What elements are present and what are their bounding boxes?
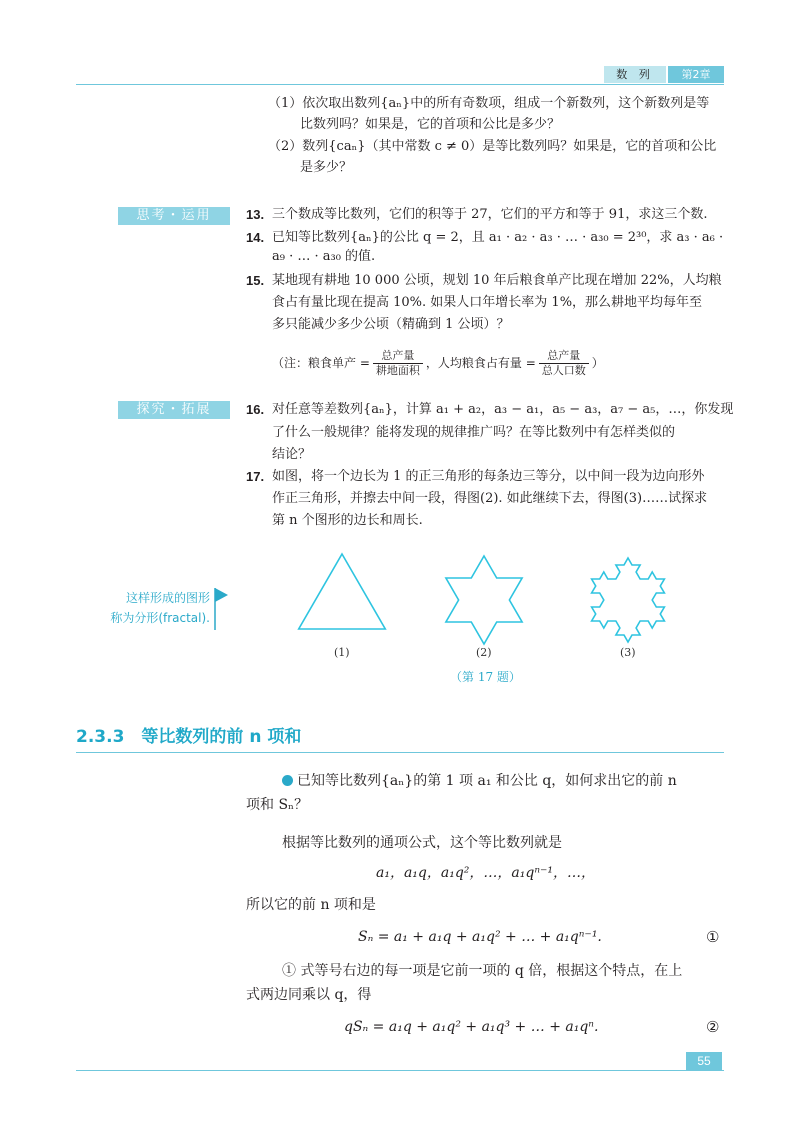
paragraph-sum-intro: 所以它的前 n 项和是 — [246, 897, 376, 913]
problem-15-text-cont1: 食占有量比现在提高 10%. 如果人口年增长率为 1%，那么耕地平均每年至 — [272, 295, 703, 310]
problem-13-text: 三个数成等比数列，它们的积等于 27，它们的平方和等于 91，求这三个数. — [272, 207, 708, 222]
equation-2-marker: ② — [706, 1018, 720, 1036]
fractal-side-note — [76, 588, 210, 628]
problem-15-text-cont2: 多只能减少多少公顷（精确到 1 公顷）？ — [272, 317, 510, 332]
problem-17-number: 17. — [246, 469, 265, 484]
problem-16-text: 对任意等差数列{aₙ}，计算 a₁ + a₂，a₃ − a₁，a₅ − a₃，a₇ − a₅，…，你发现 — [272, 402, 734, 417]
koch-snowflake-shape — [592, 558, 665, 642]
exercise-q2: （2）数列{caₙ}（其中常数 c ≠ 0）是等比数列吗？如果是，它的首项和公比 — [268, 139, 717, 154]
exercise-q1-cont: 比数列吗？如果是，它的首项和公比是多少？ — [300, 117, 561, 132]
star-of-david-shape — [446, 556, 522, 644]
section-tag: 第2章 — [668, 66, 724, 83]
footer-rule — [76, 1070, 724, 1071]
problem-16-text-cont2: 结论？ — [272, 447, 312, 462]
note-middle: ，人均粮食占有量 = — [425, 356, 536, 370]
guiding-question-text: 已知等比数列{aₙ}的第 1 项 a₁ 和公比 q，如何求出它的前 n — [297, 773, 677, 789]
problem-17-text-cont2: 第 n 个图形的边长和周长. — [272, 513, 423, 528]
problem-17-text-cont1: 作正三角形，并擦去中间一段，得图(2). 如此继续下去，得图(3)……试探求 — [272, 491, 708, 506]
problem-16-number: 16. — [246, 402, 265, 417]
problem-15-text: 某地现有耕地 10 000 公顷，规划 10 年后粮食单产比现在增加 22%，人均粮 — [272, 273, 722, 288]
note-prefix: （注：粮食单产 = — [272, 356, 370, 370]
problem-14-number: 14. — [246, 230, 265, 245]
paragraph-derivation-cont: 式两边同乘以 q，得 — [246, 987, 372, 1003]
bullet-icon — [282, 775, 293, 786]
exercise-q2-cont: 是多少？ — [300, 160, 353, 175]
fractal-side-note-line2: 称为分形(fractal). — [110, 611, 210, 625]
guiding-question-cont: 项和 Sₙ？ — [246, 797, 309, 813]
problem-16-text-cont1: 了什么一般规律？能将发现的规律推广吗？在等比数列中有怎样类似的 — [272, 425, 676, 440]
think-apply-banner: 思考・运用 — [118, 207, 230, 225]
flag-icon — [212, 586, 232, 632]
problem-15-number: 15. — [246, 273, 265, 288]
note-suffix: ） — [591, 356, 604, 370]
explore-extend-banner: 探究・拓展 — [118, 401, 230, 419]
fraction-yield-denominator: 耕地面积 — [375, 364, 420, 377]
section-title: 2.3.3 等比数列的前 n 项和 — [76, 727, 302, 747]
equation-2: qSₙ = a₁q + a₁q² + a₁q³ + … + a₁qⁿ. — [344, 1019, 599, 1035]
sequence-expression: a₁，a₁q，a₁q²，…，a₁qⁿ⁻¹，…， — [376, 865, 596, 881]
koch-figures — [292, 548, 762, 648]
fraction-per-capita-numerator: 总产量 — [539, 349, 589, 364]
chapter-label: 数 列 — [604, 66, 666, 83]
problem-14-text-cont: a₉ · … · a₃₀ 的值. — [272, 249, 376, 264]
equation-1: Sₙ = a₁ + a₁q + a₁q² + … + a₁qⁿ⁻¹. — [358, 929, 602, 945]
paragraph-formula-intro: 根据等比数列的通项公式，这个等比数列就是 — [282, 835, 562, 851]
running-header — [604, 66, 724, 83]
figure-label-2: (2) — [476, 646, 492, 659]
problem-14-text: 已知等比数列{aₙ}的公比 q = 2，且 a₁ · a₂ · a₃ · … · a₃₀ = 2³⁰，求 a₃ · a₆ · — [272, 230, 724, 245]
exercise-q1: （1）依次取出数列{aₙ}中的所有奇数项，组成一个新数列，这个新数列是等 — [268, 96, 710, 111]
fraction-per-capita-denominator: 总人口数 — [541, 364, 586, 377]
fraction-per-capita — [539, 349, 589, 378]
guiding-question — [282, 772, 677, 790]
section-rule — [76, 752, 724, 753]
equation-1-marker: ① — [706, 928, 720, 946]
page-number: 55 — [686, 1052, 722, 1070]
problem-17-text: 如图，将一个边长为 1 的正三角形的每条边三等分，以中间一段为边向形外 — [272, 469, 705, 484]
triangle-shape — [299, 554, 386, 629]
figure-label-1: (1) — [334, 646, 350, 659]
figure-label-3: (3) — [620, 646, 636, 659]
figure-caption: （第 17 题） — [450, 670, 521, 684]
fractal-side-note-line1: 这样形成的图形 — [125, 591, 210, 605]
paragraph-derivation: ① 式等号右边的每一项是它前一项的 q 倍，根据这个特点，在上 — [282, 963, 683, 979]
fraction-yield — [373, 349, 423, 378]
header-rule — [76, 84, 724, 85]
problem-13-number: 13. — [246, 207, 265, 222]
fraction-yield-numerator: 总产量 — [373, 349, 423, 364]
problem-15-note — [272, 347, 604, 379]
